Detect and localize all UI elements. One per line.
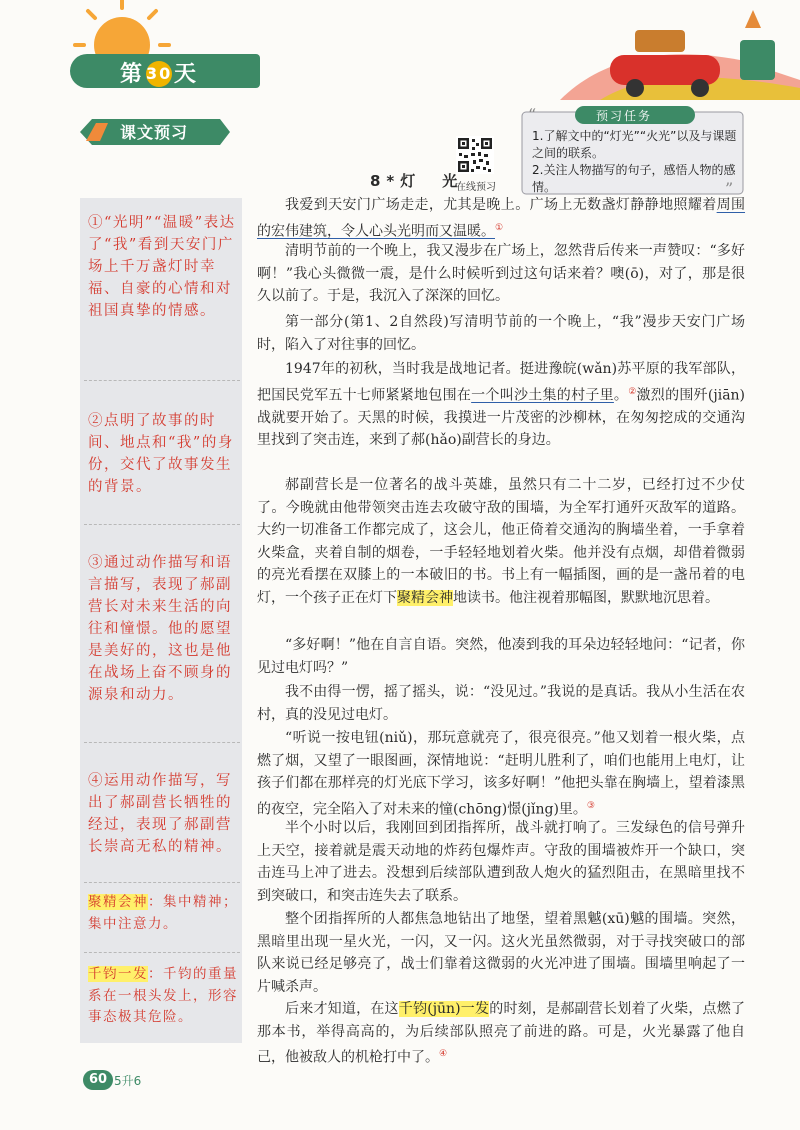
day-title [120,57,198,88]
text-span: 激烈的围歼(jiān)战就要开始了。天黑的时候，我摸进一片茂密的沙柳林，在匆匆挖成的交通沟里找到了突击连，来到了郝(hǎo)副营长的身边。 [257,387,746,449]
paragraph-text: 第一部分(第1、2自然段)写清明节前的一个晚上，“我”漫步天安门广场时，陷入了对往事的回忆。 [257,314,745,353]
note-marker: ② [628,386,637,397]
paragraph-8 [257,727,745,821]
svg-text:“: “ [528,106,537,124]
grade-label: 5升6 [114,1074,142,1088]
task-item-1: 1.了解文中的“灯光”“火光”以及与课题之间的联系。 [532,129,737,160]
text-span: 地读书。他注视着那幅图，默默地沉思着。 [453,589,719,606]
qr-code-icon[interactable] [456,136,494,174]
paragraph-text: 半个小时以后，我刚回到团指挥所，战斗就打响了。三发绿色的信号弹升上天空，接着就是震天动地的炸药包爆炸声。守敌的围墙被炸开一个缺口，突击连马上冲了进去。没想到后续部队遭到敌人炮火的猛烈阻击，在黑暗里找不到突破口，和突击连失去了联系。 [257,820,745,904]
divider [84,952,240,953]
divider [84,742,240,743]
paragraph-9 [257,817,745,907]
paragraph-1 [257,194,745,243]
note-marker: ③ [586,800,595,811]
paragraph-7 [257,681,745,726]
paragraph-11 [257,998,745,1069]
paragraph-4 [257,358,745,452]
svg-text:”: ” [725,179,734,198]
word-definition: ：集中精神；集中注意力。 [88,894,238,932]
task-title: 预习任务 [596,109,653,123]
text-span: 的时刻，是郝副营长划着了火柴，点燃了那本书，举得高高的，为后续部队照亮了前进的路。可是，火光暴露了他自己，他被敌人的机枪打中了。 [257,1001,746,1066]
word-note-2 [88,964,238,1029]
paragraph-5 [257,474,745,609]
word-term: 千钧一发 [88,966,148,982]
paragraph-text: 我不由得一愣，摇了摇头，说：“没见过。”我说的是真话。我从小生活在农村，真的没见过电灯。 [257,684,745,723]
lesson-title: 8*灯 光 [370,172,464,190]
word-definition: ：千钧的重量系在一根头发上，形容事态极其危险。 [88,966,238,1025]
paragraph-summary [257,311,745,356]
text-span: 郝副营长是一位著名的战斗英雄，虽然只有二十二岁，已经打过不少仗了。今晚就由他带领突击连去攻破守敌的围墙，为全军打通歼灭敌军的道路。大约一切准备工作都完成了，这会儿，他正倚着交通沟的胸墙坐着，一手拿着火柴盒，夹着自制的烟卷，一手轻轻地划着火柴。他并没有点烟，却借着微弱的亮光看摆在双膝上的一本破旧的书。书上有一幅插图，画的是一盏吊着的电灯，一个孩子正在灯下 [257,477,745,606]
paragraph-2 [257,240,745,308]
underlined-text: 一个叫沙土集的村子里 [471,387,614,404]
day-suffix: 天 [174,62,199,87]
paragraph-text: “多好啊！”他在自言自语。突然，他凑到我的耳朵边轻轻地问：“记者，你见过电灯吗？” [257,637,745,676]
divider [84,524,240,525]
text-span: 。 [613,387,629,404]
word-note-1 [88,892,238,935]
page-number: 60 [83,1070,113,1090]
note-4: ④运用动作描写，写出了郝副营长牺牲的经过，表现了郝副营长崇高无私的精神。 [88,773,232,855]
note-3: ③通过动作描写和语言描写，表现了郝副营长对未来生活的向往和憧憬。他的愿望是美好的，这也是他在战场上奋不顾身的源泉和动力。 [88,555,232,703]
paragraph-6 [257,634,745,679]
paragraph-text: 整个团指挥所的人都焦急地钻出了地堡，望着黑魆(xū)魆的围墙。突然，黑暗里出现一星火光，一闪，又一闪。这火光虽然微弱，对于寻找突破口的部队来说已经足够亮了，战士们靠着这微弱的火光冲进了围墙。围墙里响起了一片喊杀声。 [257,911,745,995]
text-span: 1947年的初秋，当时我是战地记者。挺进豫皖(wǎn)苏平原的我军部队，把国民党军五十七师紧紧地包围在 [257,361,745,404]
word-term: 聚精会神 [88,894,148,910]
highlighted-word: 聚精会神 [397,589,453,606]
task-item-2: 2.关注人物描写的句子，感悟人物的感情。 [532,163,736,194]
qr-caption: 在线预习 [456,182,496,193]
highlighted-word: 千钧(jūn)一发 [398,1001,490,1017]
text-span: 后来才知道，在这 [285,1001,399,1017]
note-1: ①“光明”“温暖”表达了“我”看到天安门广场上千万盏灯时幸福、自豪的心情和对祖国真挚的情感。 [88,215,236,319]
day-prefix: 第 [120,62,145,87]
text-span: 我爱到天安门广场走走，尤其是晚上。广场上无数盏灯静静地照耀着 [285,197,717,213]
text-span: “听说一按电钮(niǔ)，那玩意就亮了，很亮很亮。”他又划着一根火柴，点燃了烟，又望了一眼图画，深情地说：“赶明儿胜利了，咱们也能用上电灯，让孩子们都在那样亮的灯光底下学习，该多好啊！”他把头靠在胸墙上，望着漆黑的夜空，完全陷入了对未来的憧(chōng)憬(jǐng)里。 [257,730,745,818]
section-label: 课文预习 [120,123,189,142]
paragraph-10 [257,908,745,998]
note-marker: ① [495,222,504,233]
paragraph-text: 清明节前的一个晚上，我又漫步在广场上，忽然背后传来一声赞叹：“多好啊！”我心头微微一震，是什么时候听到过这句话来着？噢(ō)，对了，那是很久以前了。于是，我沉入了深深的回忆。 [257,243,745,304]
day-number: 30 [146,61,172,87]
divider [84,380,240,381]
note-marker: ④ [439,1049,448,1059]
underlined-text: 周围的宏伟建筑，令人心头光明而又温暖。 [257,197,746,240]
divider [84,882,240,883]
note-2: ②点明了故事的时间、地点和“我”的身份，交代了故事发生的背景。 [88,413,234,495]
